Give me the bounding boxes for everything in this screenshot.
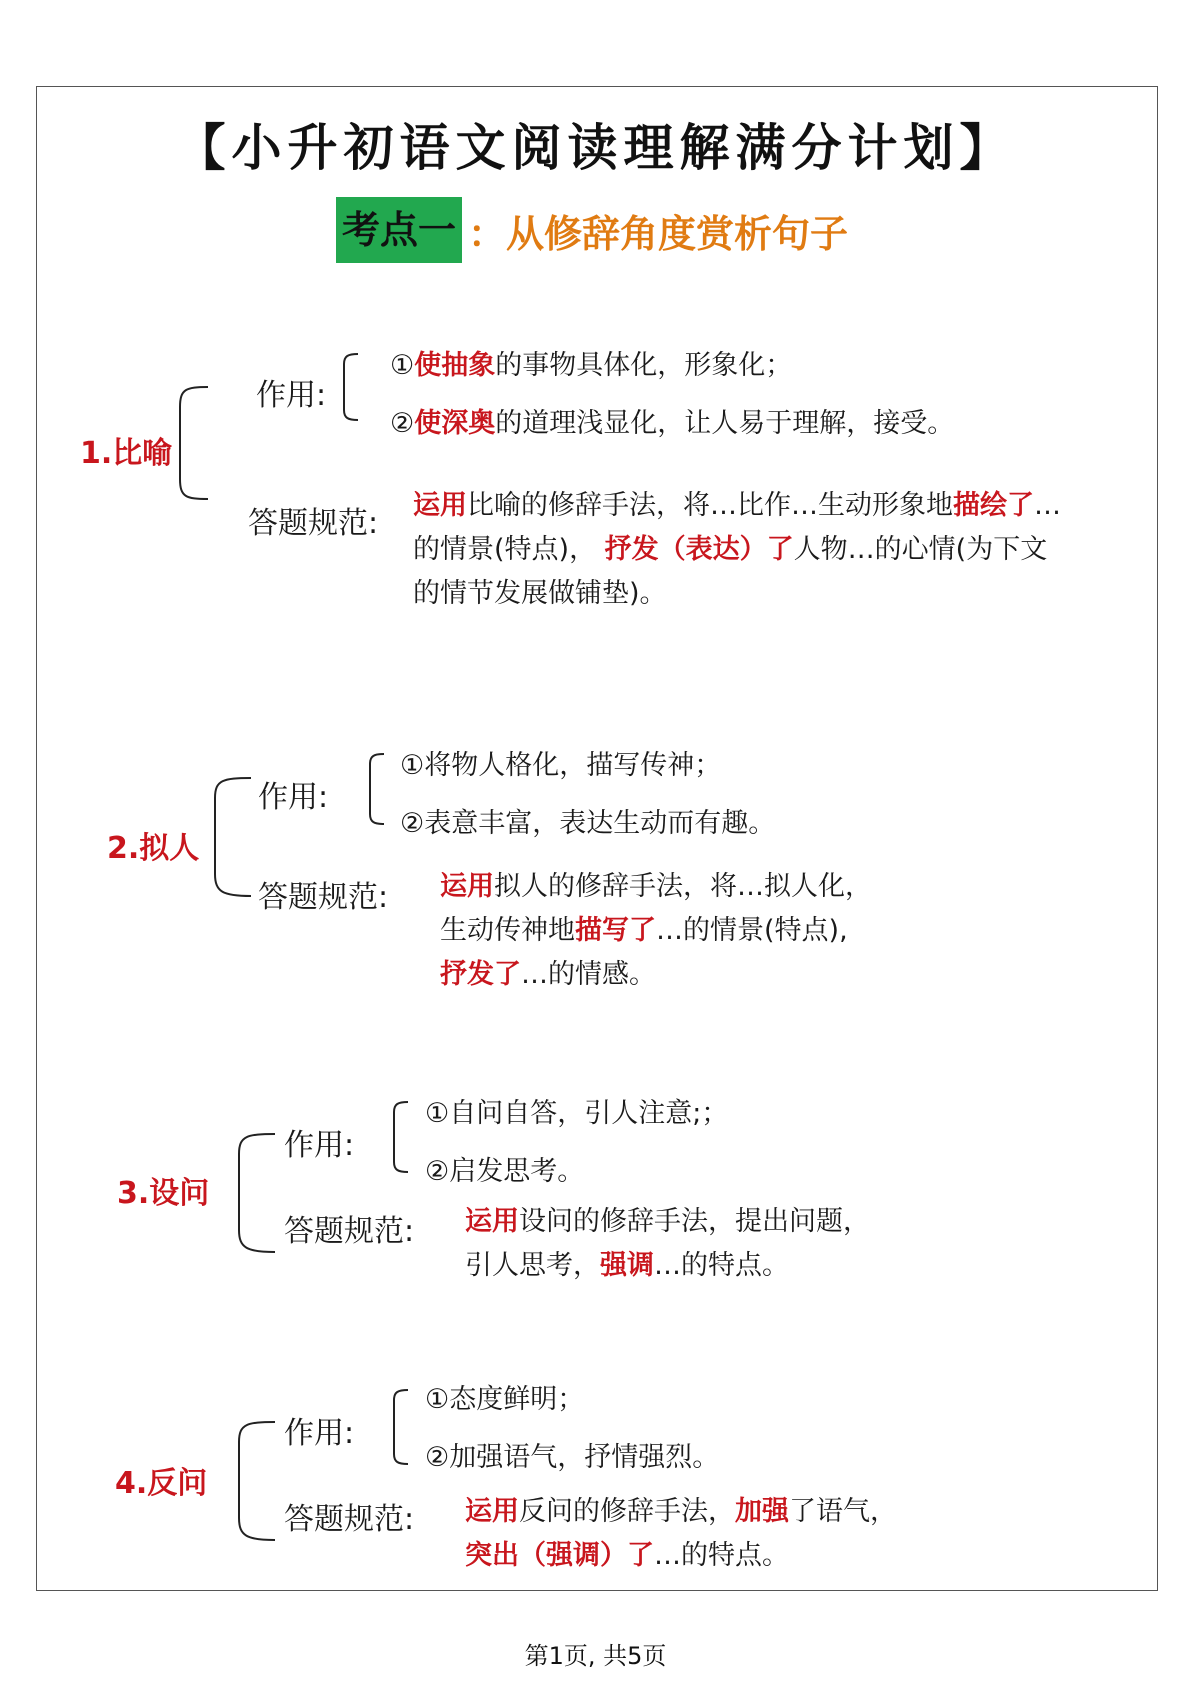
effect-lines	[390, 344, 954, 446]
effect-line	[425, 1378, 719, 1422]
effect-label: 作用:	[284, 1128, 355, 1163]
body-text: ②启发思考。	[425, 1156, 585, 1187]
answer-line	[465, 1490, 897, 1534]
outer-brace	[205, 774, 255, 900]
emphasis-text: 抒发了	[440, 959, 521, 990]
body-text: ①将物人格化，描写传神；	[400, 750, 722, 781]
emphasis-text: 抒发（表达）了	[604, 534, 794, 565]
body-text: 设问的修辞手法，提出问题，	[519, 1206, 870, 1237]
effect-line	[425, 1150, 728, 1194]
body-text: ①自问自答，引人注意;；	[425, 1098, 729, 1129]
body-text: 了语气，	[789, 1496, 897, 1527]
answer-line	[440, 865, 872, 909]
body-text: ②加强语气，抒情强烈。	[425, 1442, 720, 1473]
section-name: 4.反问	[115, 1466, 208, 1501]
body-text: 的道理浅显化，让人易于理解，接受。	[495, 408, 955, 439]
emphasis-text: 使抽象	[414, 350, 496, 381]
body-text: 人物…的心情(为下文	[793, 534, 1048, 565]
answer-lines	[465, 1200, 870, 1288]
effect-lines	[400, 744, 775, 846]
emphasis-text: 突出（强调）了	[465, 1540, 654, 1571]
inner-brace	[386, 1100, 416, 1176]
effect-label: 作用:	[284, 1416, 355, 1451]
body-text: 生动传神地	[440, 915, 575, 946]
answer-line	[440, 953, 872, 997]
answer-lines	[465, 1490, 897, 1578]
answer-line	[465, 1534, 897, 1578]
effect-line	[425, 1092, 728, 1136]
answer-line	[413, 572, 1061, 616]
emphasis-text: 强调	[600, 1250, 654, 1281]
emphasis-text: 描写了	[575, 915, 656, 946]
body-text: 比喻的修辞手法，将…比作…生动形象地	[467, 490, 953, 521]
body-text: ①	[390, 350, 415, 381]
body-text: …的特点。	[654, 1540, 789, 1571]
heading-colon: ：	[468, 210, 507, 256]
page-number: 第1页, 共5页	[524, 1642, 667, 1670]
emphasis-text: 使深奥	[414, 408, 496, 439]
effect-line	[400, 744, 775, 788]
body-text: ②表意丰富，表达生动而有趣。	[400, 808, 776, 839]
effect-line	[390, 344, 954, 388]
topic-badge: 考点一	[336, 197, 462, 263]
answer-line	[465, 1200, 870, 1244]
heading-text: 从修辞角度赏析句子	[506, 210, 849, 256]
emphasis-text: 加强	[735, 1496, 789, 1527]
answer-lines	[440, 865, 872, 997]
inner-brace	[386, 1388, 416, 1468]
effect-lines	[425, 1092, 728, 1194]
answer-label: 答题规范:	[284, 1502, 415, 1537]
answer-line	[413, 484, 1061, 528]
page-title: 【小升初语文阅读理解满分计划】	[175, 118, 1016, 177]
answer-label: 答题规范:	[258, 880, 389, 915]
emphasis-text: 运用	[413, 490, 467, 521]
section-name: 1.比喻	[80, 436, 173, 471]
inner-brace	[336, 352, 366, 424]
inner-brace	[362, 752, 392, 828]
effect-line	[400, 802, 775, 846]
body-text: 的情景(特点)，	[413, 534, 605, 565]
body-text: …的特点。	[654, 1250, 789, 1281]
body-text: 反问的修辞手法，	[519, 1496, 735, 1527]
outer-brace	[229, 1418, 279, 1544]
body-text: 的事物具体化，形象化；	[495, 350, 793, 381]
answer-line	[413, 528, 1061, 572]
answer-label: 答题规范:	[284, 1214, 415, 1249]
section-name: 2.拟人	[107, 831, 200, 866]
body-text: 拟人的修辞手法，将…拟人化，	[494, 871, 872, 902]
effect-label: 作用:	[258, 780, 329, 815]
emphasis-text: 运用	[465, 1496, 519, 1527]
outer-brace	[172, 383, 212, 503]
body-text: …的情景(特点),	[656, 915, 848, 946]
section-name: 3.设问	[117, 1176, 210, 1211]
effect-line	[390, 402, 954, 446]
body-text: …	[1034, 490, 1061, 521]
effect-label: 作用:	[256, 378, 327, 413]
body-text: 引人思考，	[465, 1250, 600, 1281]
section-heading	[336, 197, 848, 263]
outer-brace	[229, 1130, 279, 1256]
effect-line	[425, 1436, 719, 1480]
emphasis-text: 运用	[440, 871, 494, 902]
emphasis-text: 描绘了	[953, 490, 1034, 521]
body-text: 的情节发展做铺垫)。	[413, 578, 667, 609]
answer-line	[465, 1244, 870, 1288]
body-text: ②	[390, 408, 415, 439]
effect-lines	[425, 1378, 719, 1480]
body-text: …的情感。	[521, 959, 656, 990]
answer-label: 答题规范:	[248, 506, 379, 541]
answer-lines	[413, 484, 1061, 616]
answer-line	[440, 909, 872, 953]
body-text: ①态度鲜明；	[425, 1384, 585, 1415]
emphasis-text: 运用	[465, 1206, 519, 1237]
